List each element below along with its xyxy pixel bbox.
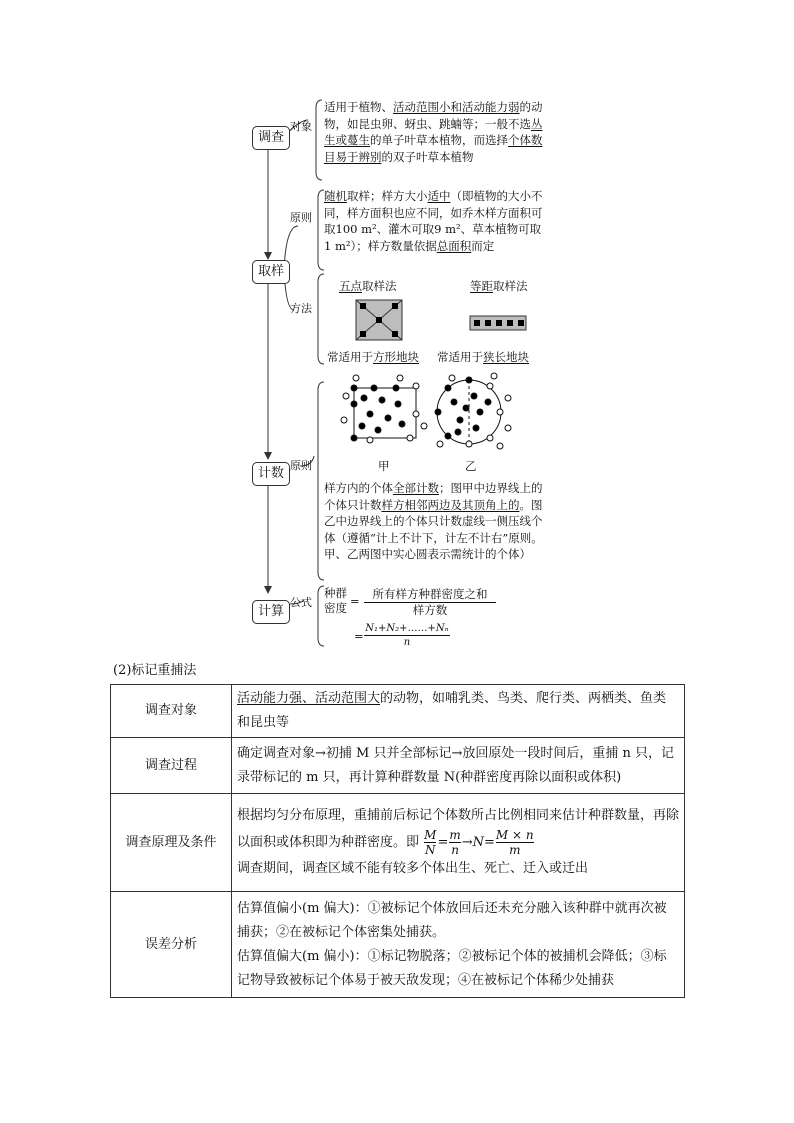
figure-yi-circle-quadrat [435, 373, 511, 449]
formula-eq: = [350, 594, 360, 608]
formula-fraction-1 [364, 587, 496, 618]
section-title-mark-recapture: (2)标记重捕法 [113, 663, 197, 678]
row-content: 确定调查对象→初捕 M 只并全部标记→放回原处一段时间后，重捕 n 只，记录带标记的 m 只，再计算种群数量 N(种群密度再除以面积或体积) [232, 738, 685, 794]
label-principle-counting: 原则 [290, 459, 312, 472]
row-header: 调查对象 [111, 685, 232, 738]
fraction-Mn-m: $\frac{M \times n}{m}$ [495, 828, 534, 857]
figure-jia-square-quadrat [341, 375, 427, 443]
figure-jia-label: 甲 [378, 459, 390, 473]
row-content: 估算值偏小(m 偏大)：①被标记个体放回后还未充分融入该种群中就再次被捕获；②在被标记个体密集处捕获。 估算值偏大(m 偏小)：①标记物脱落；②被标记个体的被捕机会降低；③标记物导致被标记个体易于被天敌发现；④在被标记个体稀少处捕获 [232, 892, 685, 998]
mark-recapture-table [110, 684, 685, 998]
row-content: 根据均匀分布原理，重捕前后标记个体数所占比例相同来估计种群数量，再除以面积或体积即为种群密度。即 $\frac{M}{N}$ = $\frac{m}{n}$ →N= $\frac{M \times n}{m}$ 调查期间，调查区域不能有较多个体出生、死亡、迁入或迁出 [232, 794, 685, 892]
equal-distance-usage: 常适用于狭长地块 [437, 350, 529, 364]
five-point-sampling-title: 五点取样法 [339, 279, 397, 293]
row-header: 误差分析 [111, 892, 232, 998]
five-point-usage: 常适用于方形地块 [327, 350, 419, 364]
table-row [111, 794, 685, 892]
counting-principle-description: 样方内的个体全部计数；图甲中边界线上的个体只计数样方相邻两边及其顶角上的。图乙中边界线上的个体只计数虚线一侧压线个体（遵循“计上不计下，计左不计右”原则。甲、乙两图中实心圆表示需统计的个体） [324, 481, 543, 561]
row-header: 调查原理及条件 [111, 794, 232, 892]
node-survey: 调查 [252, 126, 290, 150]
equal-distance-sampling-figure [470, 316, 526, 330]
five-point-sampling-figure [356, 300, 402, 340]
formula-lhs: 种群 密度 [324, 586, 347, 615]
row-header: 调查过程 [111, 738, 232, 794]
row-content: 活动能力强、活动范围大的动物，如哺乳类、鸟类、爬行类、两栖类、鱼类和昆虫等 [232, 685, 685, 738]
object-description: 适用于植物、活动范围小和活动能力弱的动物，如昆虫卵、蚜虫、跳蝻等；一般不选丛生或蔓生的单子叶草本植物，而选择个体数目易于辨别的双子叶草本植物 [324, 100, 543, 164]
table-row [111, 738, 685, 794]
formula-eq2: = [354, 629, 364, 643]
label-object: 对象 [290, 120, 312, 133]
fraction-M-N: $\frac{M}{N}$ [424, 828, 437, 857]
fraction-m-n: $\frac{m}{n}$ [449, 828, 461, 857]
table-row [111, 892, 685, 998]
formula-denominator-2: n [403, 637, 411, 648]
formula-numerator-2: N₁+N₂+……+Nₙ [365, 623, 449, 634]
equal-distance-sampling-title: 等距取样法 [470, 279, 528, 293]
node-calculation: 计算 [252, 600, 290, 624]
figure-yi-label: 乙 [465, 459, 477, 473]
label-principle-sampling: 原则 [290, 211, 312, 224]
node-sampling: 取样 [252, 260, 290, 284]
label-formula: 公式 [290, 596, 312, 609]
sampling-principle-description: 随机取样；样方大小适中（即植物的大小不同，样方面积也应不同，如乔木样方面积可取100 m²、灌木可取9 m²、草本植物可取1 m²）；样方数量依据总面积而定 [324, 189, 543, 253]
label-method: 方法 [290, 302, 312, 315]
formula-numerator-1: 所有样方种群密度之和 [372, 587, 488, 601]
formula-denominator-1: 样方数 [412, 603, 448, 617]
table-row [111, 685, 685, 738]
node-counting: 计数 [252, 462, 290, 486]
formula-fraction-2 [364, 622, 450, 649]
